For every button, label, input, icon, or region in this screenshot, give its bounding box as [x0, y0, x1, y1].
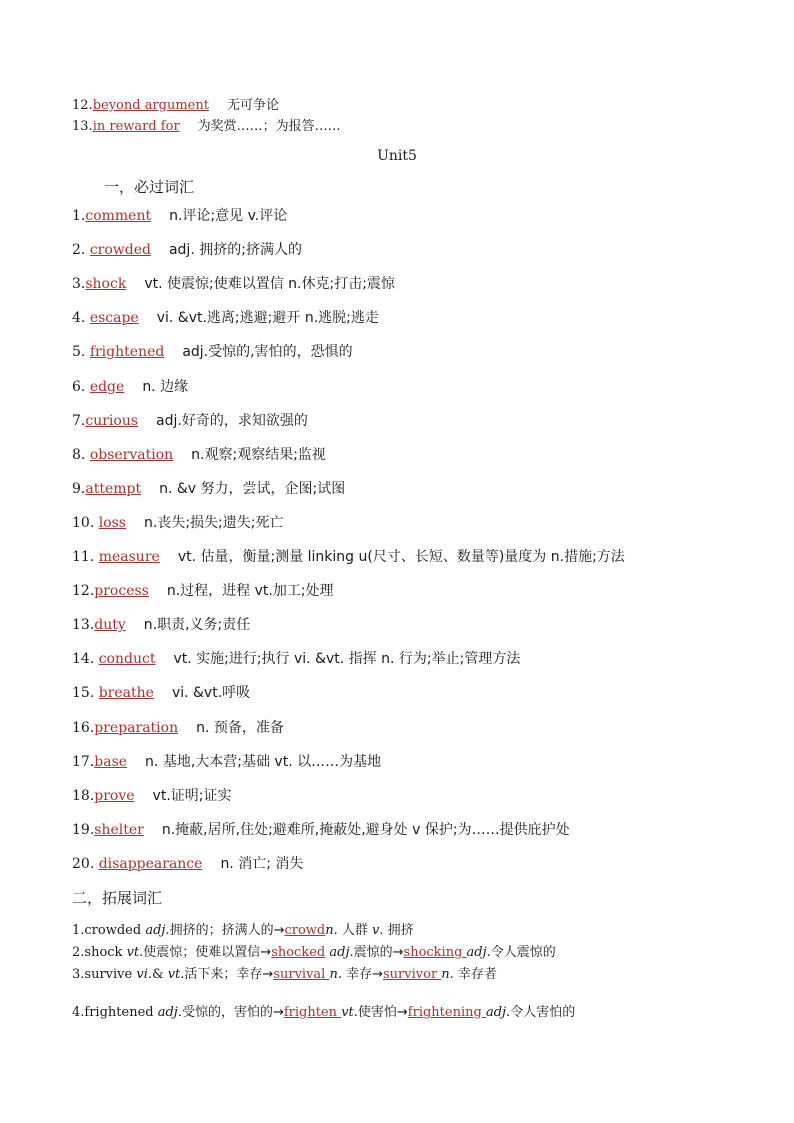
answer: escape — [89, 310, 139, 326]
vocab-item — [72, 616, 250, 634]
answer: base — [94, 754, 128, 770]
meaning: n.评论;意见 v.评论 — [169, 208, 288, 224]
vocab-item — [72, 343, 353, 361]
pos: vi. — [136, 967, 152, 982]
ext-word: 3.survive — [72, 967, 137, 982]
item-number: 16. — [72, 720, 95, 736]
meaning: vi. &vt.呼吸 — [171, 685, 251, 701]
meaning: adj.受惊的,害怕的，恐惧的 — [182, 344, 353, 360]
top-item — [72, 118, 341, 136]
pos: n — [325, 923, 334, 938]
answer: breathe — [98, 685, 154, 701]
meaning: vt. 使震惊;使难以置信 n.休克;打击;震惊 — [144, 276, 395, 292]
vocab-item — [72, 548, 625, 566]
meaning: n. 预备，准备 — [196, 720, 284, 736]
meaning: . 幸存者 — [449, 967, 497, 982]
vocab-item — [72, 241, 302, 259]
meaning: 为奖赏……；为报答…… — [197, 119, 341, 134]
answer: attempt — [85, 481, 142, 497]
pos: vt. — [341, 1005, 358, 1020]
answer: crowded — [89, 242, 151, 258]
meaning: n.职责,义务;责任 — [143, 617, 251, 633]
answer: crowd — [284, 923, 326, 938]
item-number: 11. — [72, 549, 99, 565]
meaning: vi. &vt.逃离;逃避;避开 n.逃脱;逃走 — [156, 310, 379, 326]
item-number: 2. — [72, 242, 90, 258]
item-number: 9. — [72, 481, 86, 497]
meaning: . 人群 — [333, 923, 373, 938]
vocab-item — [72, 309, 379, 327]
meaning: 活下来；幸存→ — [184, 967, 274, 982]
vocab-item — [72, 650, 520, 668]
vocab-item — [72, 207, 287, 225]
vocab-item — [72, 787, 232, 805]
meaning: adj. 拥挤的;挤满人的 — [168, 242, 302, 258]
answer: process — [94, 583, 149, 599]
item-number: 5. — [72, 344, 90, 360]
section-heading: 一，必过词汇 — [104, 178, 195, 196]
pos: adj. — [466, 945, 491, 960]
meaning: n. 消亡; 消失 — [220, 856, 304, 872]
answer: conduct — [98, 651, 156, 667]
vocab-item — [72, 719, 284, 737]
ext-word: 4.frightened — [72, 1005, 158, 1020]
answer: frightening — [407, 1005, 486, 1020]
meaning: vt. 实施;进行;执行 vi. &vt. 指挥 n. 行为;举止;管理方法 — [173, 651, 521, 667]
item-number: 10. — [72, 515, 99, 531]
answer: frighten — [283, 1005, 342, 1020]
meaning: 令人害怕的 — [510, 1005, 576, 1020]
item-number: 6. — [72, 379, 90, 395]
answer: curious — [85, 413, 139, 429]
vocab-item — [72, 446, 326, 464]
item-number: 19. — [72, 822, 95, 838]
meaning: . 拥挤 — [379, 923, 414, 938]
meaning: 震惊的→ — [353, 945, 404, 960]
answer: disappearance — [98, 856, 203, 872]
answer: measure — [98, 549, 160, 565]
answer: shelter — [94, 822, 144, 838]
item-number: 12. — [72, 98, 93, 113]
pos: n — [329, 967, 338, 982]
meaning: . 幸存→ — [337, 967, 384, 982]
meaning: 令人震惊的 — [490, 945, 556, 960]
answer: frightened — [89, 344, 165, 360]
item-number: 17. — [72, 754, 95, 770]
section-heading: 二，拓展词汇 — [72, 889, 163, 907]
answer: preparation — [94, 720, 179, 736]
vocab-item — [72, 275, 395, 293]
answer: shocking — [403, 945, 467, 960]
item-number: 14. — [72, 651, 99, 667]
answer: observation — [89, 447, 174, 463]
answer: survival — [273, 967, 330, 982]
item-number: 15. — [72, 685, 99, 701]
ext-item — [72, 922, 414, 940]
item-number: 3. — [72, 276, 86, 292]
pos: n — [441, 967, 450, 982]
answer: loss — [98, 515, 126, 531]
item-number: 8. — [72, 447, 90, 463]
meaning: n.过程，进程 vt.加工;处理 — [166, 583, 334, 599]
ext-item — [72, 966, 497, 984]
ext-item — [72, 1004, 575, 1022]
answer: shocked — [271, 945, 326, 960]
vocab-item — [72, 753, 381, 771]
vocab-item — [72, 582, 334, 600]
answer: shock — [85, 276, 127, 292]
meaning: 使震惊；使难以置信→ — [143, 945, 272, 960]
meaning: 无可争论 — [226, 98, 279, 113]
answer: survivor — [383, 967, 442, 982]
vocab-item — [72, 855, 303, 873]
meaning: vt. 估量，衡量;测量 linking u(尺寸、长短、数量等)量度为 n.措施;方法 — [177, 549, 625, 565]
answer: in reward for — [92, 119, 180, 134]
vocab-item — [72, 821, 570, 839]
meaning: 使害怕→ — [357, 1005, 408, 1020]
item-number: 20. — [72, 856, 99, 872]
vocab-item — [72, 480, 345, 498]
meaning: n.观察;观察结果;监视 — [191, 447, 326, 463]
top-item — [72, 97, 279, 115]
meaning: n. 边缘 — [142, 379, 189, 395]
item-number: 13. — [72, 617, 95, 633]
pos: vt. — [126, 945, 144, 960]
answer: comment — [85, 208, 152, 224]
meaning: 拥挤的；挤满人的→ — [169, 923, 285, 938]
ext-word: 2.shock — [72, 945, 127, 960]
pos: adj. — [145, 923, 170, 938]
pos: adj. — [157, 1005, 182, 1020]
pos: adj. — [485, 1005, 511, 1020]
item-number: 4. — [72, 310, 90, 326]
item-number: 18. — [72, 788, 95, 804]
meaning: vt.证明;证实 — [152, 788, 232, 804]
answer: duty — [94, 617, 126, 633]
answer: beyond argument — [92, 98, 209, 113]
item-number: 12. — [72, 583, 95, 599]
meaning: n. &v 努力，尝试，企图;试图 — [159, 481, 346, 497]
item-number: 13. — [72, 119, 93, 134]
meaning: n. 基地,大本营;基础 vt. 以……为基地 — [145, 754, 382, 770]
meaning: n.掩蔽,居所,住处;避难所,掩蔽处,避身处 v 保护;为……提供庇护处 — [161, 822, 570, 838]
ext-item — [72, 944, 556, 962]
pos: v — [372, 923, 380, 938]
meaning: 受惊的，害怕的→ — [181, 1005, 284, 1020]
connector: & — [151, 967, 168, 982]
vocab-item — [72, 514, 283, 532]
pos: adj. — [329, 945, 354, 960]
answer: prove — [94, 788, 135, 804]
unit-title: Unit5 — [377, 148, 417, 164]
vocab-item — [72, 412, 308, 430]
vocab-item — [72, 378, 188, 396]
answer: edge — [89, 379, 125, 395]
item-number: 1. — [72, 208, 86, 224]
meaning: n.丧失;损失;遗失;死亡 — [144, 515, 284, 531]
vocab-item — [72, 684, 250, 702]
meaning: adj.好奇的，求知欲强的 — [156, 413, 308, 429]
ext-word: 1.crowded — [72, 923, 146, 938]
item-number: 7. — [72, 413, 86, 429]
pos: vt. — [167, 967, 185, 982]
